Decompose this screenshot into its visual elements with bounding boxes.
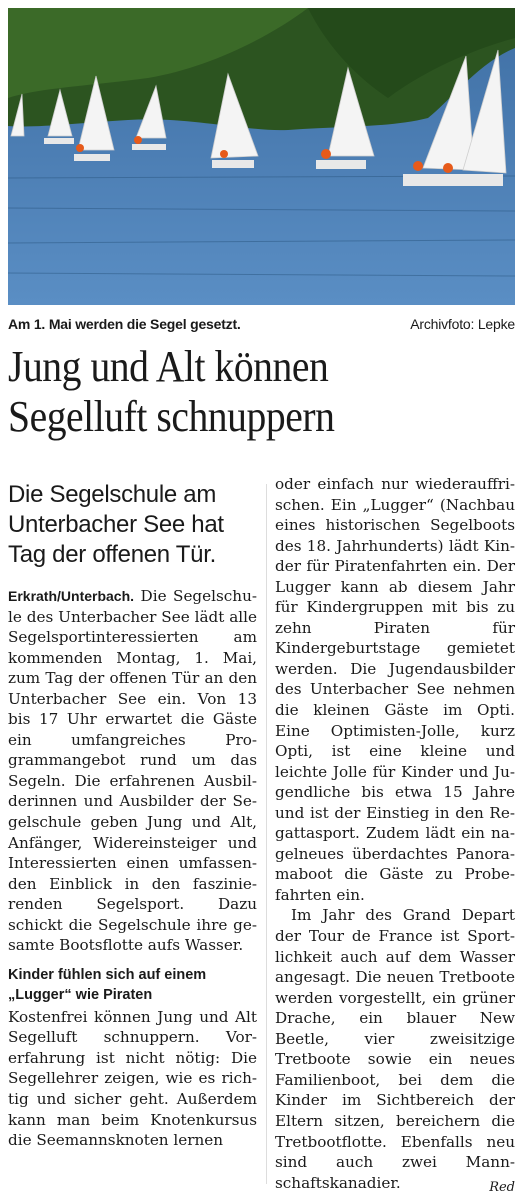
photo-caption xyxy=(8,316,515,336)
article-column-left xyxy=(8,474,257,1151)
author-signature: Red xyxy=(489,1180,515,1195)
headline-line-2: Segelluft schnuppern xyxy=(8,392,335,441)
subheadline: Die Segelschule am Unterbacher See hat Tag der offenen Tür. xyxy=(8,481,224,568)
photo-credit: Archivfoto: Lepke xyxy=(410,316,515,332)
article-column-right xyxy=(275,474,515,1193)
paragraph-2: Kostenfrei können Jung und Alt Segelluft schnuppern. Vorerfahrung ist nicht nötig: Die Segellehrer zeigen, wie es richtig und sicher geht. Außerdem kann man beim Knotenkursus die Seemannsknoten lernen xyxy=(8,1007,257,1150)
lead-paragraph xyxy=(8,586,257,956)
headline-line-1: Jung und Alt können xyxy=(8,342,329,391)
caption-text: Am 1. Mai werden die Segel gesetzt. xyxy=(8,316,241,332)
paragraph-2-continued: oder einfach nur wiederauffrischen. Ein „Lugger“ (Nachbau eines historischen Segelboots des 18. Jahrhunderts) lädt Kinder für Piratenfahrten ein. Der Lugger kann ab diesem Jahr für Kindergruppen mit bis zu zehn Piraten für Kindergeburtstage gemietet werden. Die Jugendausbilder des Unterbacher See nehmen die kleinen Gäste im Opti. Eine Optimisten-Jolle, kurz Opti, ist eine kleine und leichte Jolle für Kinder und Jugendliche bis etwa 15 Jahre und ist der Einstieg in den Regattasport. Zudem lädt ein nagelneues überdachtes Panoramaboot die Gäste zu Probefahrten ein. xyxy=(275,475,515,904)
column-divider xyxy=(266,484,267,1184)
lead-text: Die Segelschule des Unterbacher See lädt alle Segelsportinteressierten am kommenden Montag, 1. Mai, zum Tag der offenen Tür an den Unterbacher See ein. Von 13 bis 17 Uhr erwartet die Gäste ein umfangreiches Programmangebot rund um das Segeln. Die erfahrenen Ausbilderinnen und Ausbilder der Segelschule geben Jung und Alt, Anfänger, Widereinsteiger und Interessierten einen umfassenden Einblick in den faszinierenden Segelsport. Dazu schickt die Segelschule ihre gesamte Bootsflotte aufs Wasser. xyxy=(8,587,257,955)
section-heading: Kinder fühlen sich auf einem „Lugger“ wie Piraten xyxy=(8,966,207,1003)
paragraph-3: Im Jahr des Grand Depart der Tour de France ist Sportlichkeit auch auf dem Wasser angesagt. Die neuen Tretboote werden vorgestellt, ein grüner Drache, ein blauer New Beetle, vier zweisitzige Tretboote sowie ein neues Familienboot, bei dem die Kinder im Sichtbereich der Eltern sitzen, bereichern die Tretbootflotte. Ebenfalls neu sind auch zwei Mannschaftskanadier. xyxy=(275,906,515,1192)
headline xyxy=(8,342,464,442)
dateline: Erkrath/Unterbach. xyxy=(8,588,135,604)
article-photo xyxy=(8,8,515,305)
